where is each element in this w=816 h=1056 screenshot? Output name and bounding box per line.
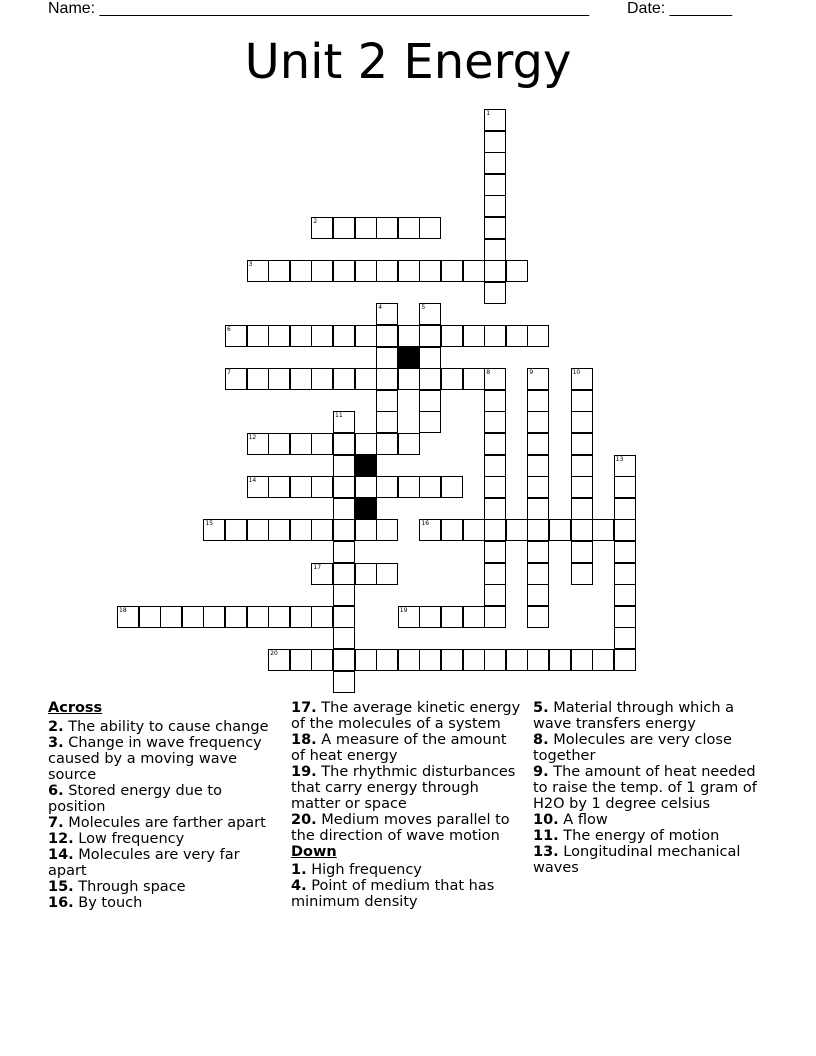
grid-cell[interactable] — [268, 476, 290, 498]
clue-item-text: The average kinetic energy of the molecules of a system — [291, 700, 521, 732]
clue-item-text: Material through which a wave transfers energy — [533, 700, 735, 732]
clue-item-number: 17. — [291, 700, 317, 716]
clue-item — [291, 700, 521, 732]
grid-cell[interactable] — [398, 325, 420, 347]
clue-number: 11 — [335, 412, 343, 420]
grid-cell[interactable] — [571, 563, 593, 585]
grid-cell[interactable] — [614, 563, 636, 585]
grid-cell[interactable] — [290, 325, 312, 347]
grid-cell[interactable] — [484, 260, 506, 282]
grid-cell[interactable] — [419, 217, 441, 239]
grid-cell[interactable] — [549, 649, 571, 671]
grid-cell[interactable] — [333, 325, 355, 347]
clue-number: 8 — [486, 369, 491, 377]
grid-cell[interactable] — [247, 433, 269, 455]
grid-cell[interactable] — [311, 325, 333, 347]
grid-cell[interactable] — [290, 433, 312, 455]
grid-cell[interactable] — [571, 519, 593, 541]
grid-cell[interactable] — [333, 498, 355, 520]
grid-cell[interactable] — [484, 152, 506, 174]
grid-cell[interactable] — [571, 649, 593, 671]
grid-cell[interactable] — [484, 325, 506, 347]
grid-cell[interactable] — [484, 541, 506, 563]
clue-number: 12 — [248, 434, 257, 441]
grid-cell[interactable] — [376, 347, 398, 369]
grid-cell[interactable] — [355, 563, 377, 585]
grid-cell[interactable] — [484, 217, 506, 239]
clue-item — [533, 732, 763, 764]
grid-cell[interactable] — [268, 368, 290, 390]
clue-item — [48, 719, 273, 735]
grid-cell[interactable] — [376, 519, 398, 541]
grid-cell[interactable] — [484, 519, 506, 541]
grid-cell[interactable] — [376, 433, 398, 455]
grid-cell[interactable] — [614, 649, 636, 671]
grid-cell[interactable] — [592, 519, 614, 541]
grid-cell[interactable] — [376, 260, 398, 282]
grid-cell[interactable] — [571, 476, 593, 498]
grid-cell[interactable] — [247, 519, 269, 541]
grid-cell[interactable] — [614, 519, 636, 541]
grid-cell[interactable] — [398, 606, 420, 628]
clue-item-number: 11. — [533, 828, 559, 844]
grid-cell[interactable] — [527, 433, 549, 455]
grid-cell[interactable] — [484, 131, 506, 153]
clue-item — [533, 700, 763, 732]
grid-cell[interactable] — [484, 649, 506, 671]
clue-item-number: 13. — [533, 844, 559, 860]
grid-cell[interactable] — [268, 433, 290, 455]
grid-cell[interactable] — [355, 476, 377, 498]
clue-item-number: 5. — [533, 700, 549, 716]
grid-cell[interactable] — [571, 433, 593, 455]
grid-cell[interactable] — [571, 455, 593, 477]
clue-item — [48, 879, 273, 895]
grid-cell[interactable] — [484, 455, 506, 477]
grid-cell[interactable] — [376, 325, 398, 347]
clue-item-text: By touch — [73, 895, 143, 911]
clue-number: 19 — [399, 606, 408, 614]
clue-item-text: Stored energy due to position — [48, 783, 222, 815]
grid-cell[interactable] — [333, 476, 355, 498]
grid-cell[interactable] — [614, 627, 636, 649]
grid-cell[interactable] — [527, 498, 549, 520]
clue-item-number: 2. — [48, 719, 64, 735]
grid-cell[interactable] — [484, 563, 506, 585]
clue-item-number: 7. — [48, 815, 64, 831]
grid-cell[interactable] — [268, 519, 290, 541]
clue-item-number: 6. — [48, 783, 64, 799]
grid-cell[interactable] — [268, 606, 290, 628]
clue-item — [291, 764, 521, 812]
black-cell — [355, 498, 377, 520]
grid-cell[interactable] — [376, 563, 398, 585]
grid-cell[interactable] — [614, 541, 636, 563]
grid-cell[interactable] — [398, 649, 420, 671]
clue-number: 4 — [378, 304, 383, 312]
grid-cell[interactable] — [355, 649, 377, 671]
grid-cell[interactable] — [571, 411, 593, 433]
grid-cell[interactable] — [311, 563, 333, 585]
grid-cell[interactable] — [419, 325, 441, 347]
grid-cell[interactable] — [333, 584, 355, 606]
grid-cell[interactable] — [441, 325, 463, 347]
grid-cell[interactable] — [419, 368, 441, 390]
grid-cell[interactable] — [419, 347, 441, 369]
grid-cell[interactable] — [484, 390, 506, 412]
grid-cell[interactable] — [268, 260, 290, 282]
grid-cell[interactable] — [355, 433, 377, 455]
clue-number: 13 — [615, 455, 624, 463]
clue-item-text: Molecules are farther apart — [63, 815, 266, 831]
grid-cell[interactable] — [311, 476, 333, 498]
grid-cell[interactable] — [527, 455, 549, 477]
grid-cell[interactable] — [355, 217, 377, 239]
grid-cell[interactable] — [484, 239, 506, 261]
grid-cell[interactable] — [419, 411, 441, 433]
black-cell — [355, 455, 377, 477]
grid-cell[interactable] — [398, 433, 420, 455]
clue-number: 6 — [227, 326, 231, 333]
grid-cell[interactable] — [290, 368, 312, 390]
clue-item-text: The energy of motion — [558, 828, 720, 844]
clue-item — [48, 847, 273, 879]
grid-cell[interactable] — [527, 325, 549, 347]
grid-cell[interactable] — [506, 649, 528, 671]
grid-cell[interactable] — [376, 476, 398, 498]
grid-cell[interactable] — [441, 260, 463, 282]
name-field[interactable]: Name: _______________________________________________________ — [48, 0, 589, 17]
clue-item-number: 19. — [291, 764, 317, 780]
clue-number: 18 — [119, 606, 127, 614]
grid-cell[interactable] — [527, 541, 549, 563]
grid-cell[interactable] — [333, 606, 355, 628]
grid-cell[interactable] — [290, 260, 312, 282]
grid-cell[interactable] — [527, 390, 549, 412]
grid-cell[interactable] — [268, 325, 290, 347]
clue-item — [48, 783, 273, 815]
grid-cell[interactable] — [484, 282, 506, 304]
grid-cell[interactable] — [290, 649, 312, 671]
grid-cell[interactable] — [571, 498, 593, 520]
clue-item-text: A measure of the amount of heat energy — [291, 732, 507, 764]
grid-cell[interactable] — [398, 260, 420, 282]
clue-item-number: 20. — [291, 812, 317, 828]
grid-cell[interactable] — [311, 368, 333, 390]
grid-cell[interactable] — [441, 519, 463, 541]
grid-cell[interactable] — [290, 476, 312, 498]
clue-number: 3 — [248, 261, 253, 269]
clue-number: 17 — [313, 563, 322, 571]
clue-item — [48, 831, 273, 847]
grid-cell[interactable] — [484, 174, 506, 196]
grid-cell[interactable] — [484, 606, 506, 628]
grid-cell[interactable] — [398, 368, 420, 390]
clue-number: 7 — [227, 369, 231, 377]
grid-cell[interactable] — [527, 476, 549, 498]
grid-cell[interactable] — [355, 519, 377, 541]
grid-cell[interactable] — [333, 671, 355, 693]
clue-item-text: Medium moves parallel to the direction of wave motion — [291, 812, 510, 844]
grid-cell[interactable] — [419, 476, 441, 498]
grid-cell[interactable] — [506, 325, 528, 347]
clue-item-number: 8. — [533, 732, 549, 748]
grid-cell[interactable] — [376, 368, 398, 390]
clue-item-number: 1. — [291, 862, 307, 878]
grid-cell[interactable] — [333, 368, 355, 390]
clue-item-text: Longitudinal mechanical waves — [533, 844, 741, 876]
grid-cell[interactable] — [160, 606, 182, 628]
clue-item — [533, 844, 763, 876]
grid-cell[interactable] — [419, 649, 441, 671]
grid-cell[interactable] — [355, 368, 377, 390]
grid-cell[interactable] — [614, 606, 636, 628]
clue-item — [533, 812, 763, 828]
clue-item — [533, 828, 763, 844]
grid-cell[interactable] — [225, 325, 247, 347]
grid-cell[interactable] — [549, 519, 571, 541]
clue-item-number: 14. — [48, 847, 74, 863]
across-heading: Across — [48, 700, 103, 716]
clue-item-text: High frequency — [306, 862, 422, 878]
grid-cell[interactable] — [484, 109, 506, 131]
clue-item-number: 16. — [48, 895, 74, 911]
clue-item-text: The rhythmic disturbances that carry energy through matter or space — [291, 764, 516, 812]
clue-number: 16 — [421, 520, 430, 528]
grid-cell[interactable] — [182, 606, 204, 628]
grid-cell[interactable] — [484, 476, 506, 498]
grid-cell[interactable] — [419, 260, 441, 282]
grid-cell[interactable] — [484, 584, 506, 606]
grid-cell[interactable] — [225, 368, 247, 390]
grid-cell[interactable] — [290, 519, 312, 541]
clue-number: 20 — [270, 650, 278, 657]
grid-cell[interactable] — [419, 303, 441, 325]
grid-cell[interactable] — [311, 649, 333, 671]
grid-cell[interactable] — [527, 563, 549, 585]
grid-cell[interactable] — [290, 606, 312, 628]
date-field[interactable]: Date: _______ — [627, 0, 732, 17]
page-title: Unit 2 Energy — [244, 34, 572, 90]
grid-cell[interactable] — [484, 498, 506, 520]
grid-cell[interactable] — [247, 368, 269, 390]
clue-item-text: Low frequency — [73, 831, 185, 847]
grid-cell[interactable] — [311, 433, 333, 455]
grid-cell[interactable] — [571, 368, 593, 390]
grid-cell[interactable] — [247, 606, 269, 628]
clue-number: 5 — [421, 304, 426, 312]
grid-cell[interactable] — [484, 195, 506, 217]
grid-cell[interactable] — [592, 649, 614, 671]
grid-cell[interactable] — [527, 368, 549, 390]
grid-cell[interactable] — [463, 649, 485, 671]
clue-item — [48, 895, 273, 911]
grid-cell[interactable] — [506, 260, 528, 282]
grid-cell[interactable] — [247, 260, 269, 282]
grid-cell[interactable] — [333, 519, 355, 541]
grid-cell[interactable] — [463, 519, 485, 541]
clue-item — [48, 735, 273, 783]
clue-item-number: 10. — [533, 812, 559, 828]
grid-cell[interactable] — [311, 260, 333, 282]
clue-item-text: Change in wave frequency caused by a moving wave source — [48, 735, 262, 783]
grid-cell[interactable] — [376, 390, 398, 412]
grid-cell[interactable] — [203, 519, 225, 541]
grid-cell[interactable] — [571, 541, 593, 563]
grid-cell[interactable] — [311, 217, 333, 239]
clue-item-number: 18. — [291, 732, 317, 748]
grid-cell[interactable] — [398, 476, 420, 498]
grid-cell[interactable] — [139, 606, 161, 628]
grid-cell[interactable] — [247, 325, 269, 347]
grid-cell[interactable] — [355, 260, 377, 282]
grid-cell[interactable] — [484, 411, 506, 433]
clue-item — [291, 732, 521, 764]
grid-cell[interactable] — [441, 606, 463, 628]
clue-item — [291, 878, 521, 910]
grid-cell[interactable] — [333, 541, 355, 563]
grid-cell[interactable] — [463, 260, 485, 282]
clue-item-number: 9. — [533, 764, 549, 780]
clue-number: 14 — [248, 477, 257, 485]
grid-cell[interactable] — [225, 519, 247, 541]
grid-cell[interactable] — [527, 519, 549, 541]
clue-number: 2 — [313, 218, 318, 225]
grid-cell[interactable] — [225, 606, 247, 628]
clue-item-number: 15. — [48, 879, 74, 895]
grid-cell[interactable] — [398, 217, 420, 239]
grid-cell[interactable] — [419, 606, 441, 628]
grid-cell[interactable] — [376, 217, 398, 239]
black-cell — [398, 347, 420, 369]
clue-item-text: A flow — [558, 812, 608, 828]
grid-cell[interactable] — [333, 563, 355, 585]
clue-number: 1 — [486, 110, 491, 117]
grid-cell[interactable] — [527, 649, 549, 671]
clue-item — [291, 862, 521, 878]
clue-column-2 — [291, 700, 521, 910]
grid-cell[interactable] — [311, 519, 333, 541]
grid-cell[interactable] — [614, 476, 636, 498]
grid-cell[interactable] — [463, 325, 485, 347]
grid-cell[interactable] — [333, 455, 355, 477]
clue-item — [48, 815, 273, 831]
clue-column-3 — [533, 700, 763, 876]
clue-item-number: 4. — [291, 878, 307, 894]
grid-cell[interactable] — [527, 584, 549, 606]
clue-item-text: The ability to cause change — [63, 719, 269, 735]
grid-cell[interactable] — [614, 498, 636, 520]
clue-number: 9 — [529, 369, 534, 377]
clue-column-1 — [48, 700, 273, 911]
grid-cell[interactable] — [247, 476, 269, 498]
grid-cell[interactable] — [484, 368, 506, 390]
grid-cell[interactable] — [441, 476, 463, 498]
clue-item-text: Point of medium that has minimum density — [291, 878, 495, 910]
clue-item — [533, 764, 763, 812]
grid-cell[interactable] — [117, 606, 139, 628]
grid-cell[interactable] — [441, 649, 463, 671]
clue-item-text: Through space — [73, 879, 186, 895]
grid-cell[interactable] — [484, 433, 506, 455]
grid-cell[interactable] — [333, 260, 355, 282]
grid-cell[interactable] — [506, 519, 528, 541]
clue-number: 15 — [205, 520, 214, 528]
grid-cell[interactable] — [355, 325, 377, 347]
grid-cell[interactable] — [376, 649, 398, 671]
grid-cell[interactable] — [333, 433, 355, 455]
grid-cell[interactable] — [614, 455, 636, 477]
clue-item-number: 3. — [48, 735, 64, 751]
grid-cell[interactable] — [268, 649, 290, 671]
clue-item-text: Molecules are very far apart — [48, 847, 240, 879]
grid-cell[interactable] — [333, 649, 355, 671]
down-heading: Down — [291, 844, 337, 860]
grid-cell[interactable] — [203, 606, 225, 628]
grid-cell[interactable] — [376, 303, 398, 325]
grid-cell[interactable] — [463, 368, 485, 390]
clue-item — [291, 812, 521, 844]
grid-cell[interactable] — [333, 627, 355, 649]
clue-number: 10 — [572, 369, 581, 377]
grid-cell[interactable] — [614, 584, 636, 606]
grid-cell[interactable] — [419, 519, 441, 541]
grid-cell[interactable] — [333, 411, 355, 433]
clue-item-text: The amount of heat needed to raise the temp. of 1 gram of H2O by 1 degree celsius — [533, 764, 757, 812]
clue-item-number: 12. — [48, 831, 74, 847]
grid-cell[interactable] — [333, 217, 355, 239]
grid-cell[interactable] — [463, 606, 485, 628]
grid-cell[interactable] — [376, 411, 398, 433]
grid-cell[interactable] — [311, 606, 333, 628]
grid-cell[interactable] — [527, 606, 549, 628]
grid-cell[interactable] — [441, 368, 463, 390]
grid-cell[interactable] — [571, 390, 593, 412]
grid-cell[interactable] — [419, 390, 441, 412]
clue-item-text: Molecules are very close together — [533, 732, 732, 764]
grid-cell[interactable] — [527, 411, 549, 433]
